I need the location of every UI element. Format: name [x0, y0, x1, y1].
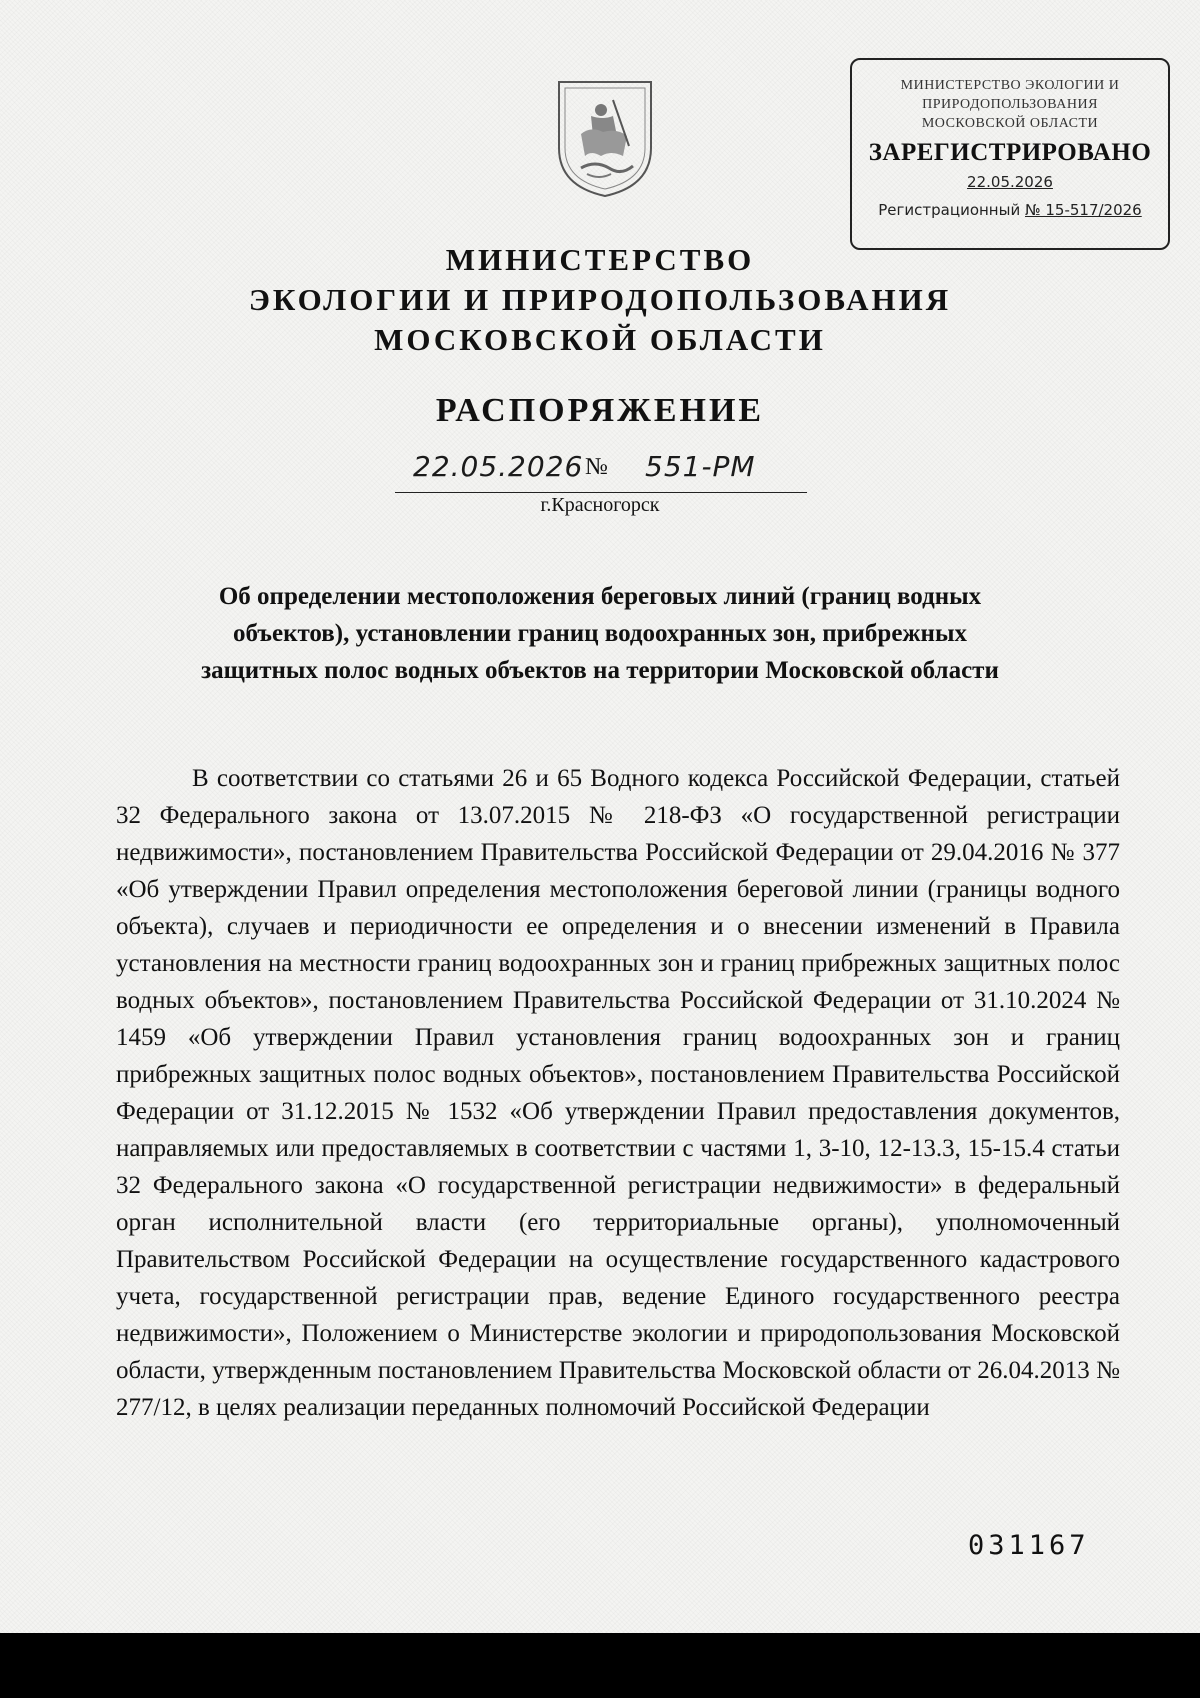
stamp-organization [852, 76, 1168, 133]
stamp-org-line: ПРИРОДОПОЛЬЗОВАНИЯ [922, 97, 1098, 112]
document-subject [150, 578, 1050, 689]
date-number-line [395, 448, 807, 493]
city-name: г.Красногорск [540, 494, 660, 516]
stamp-reg-value: № 15-517/2026 [1025, 201, 1142, 219]
stamp-org-line: МОСКОВСКОЙ ОБЛАСТИ [921, 116, 1099, 131]
ministry-title-line: МОСКОВСКОЙ ОБЛАСТИ [374, 322, 826, 357]
ministry-title [150, 240, 1050, 360]
number-sign: № [585, 454, 608, 480]
stamp-date: 22.05.2026 [967, 173, 1053, 191]
subject-line: Об определении местоположения береговых линий (границ водных [218, 583, 982, 610]
serial-number: 031167 [968, 1530, 1090, 1561]
ministry-title-line: МИНИСТЕРСТВО [445, 242, 755, 277]
body-paragraph: В соответствии со статьями 26 и 65 Водного кодекса Российской Федерации, статьей 32 Федерального закона от 13.07.2015 № 218-ФЗ «О государственной регистрации недвижимости», постановлением Правительства Российской Федерации от 29.04.2016 № 377 «Об утверждении Правил определения местоположения береговой линии (границы водного объекта), случаев и периодичности ее определения и о внесении изменений в Правила установления на местности границ водоохранных зон и границ прибрежных защитных полос водных объектов», постановлением Правительства Российской Федерации от 31.10.2024 № 1459 «Об утверждении Правил установления границ водоохранных зон и границ прибрежных защитных полос водных объектов», постановлением Правительства Российской Федерации от 31.12.2015 № 1532 «Об утверждении Правил предоставления документов, направляемых или предоставляемых в соответствии с частями 1, 3-10, 12-13.3, 15-15.4 статьи 32 Федерального закона «О государственной регистрации недвижимости» в федеральный орган исполнительной власти (его территориальные органы), уполномоченный Правительством Российской Федерации на осуществление государственного кадастрового учета, государственной регистрации прав, ведение Единого государственного реестра недвижимости», Положением о Министерстве экологии и природопользования Московской области, утвержденным постановлением Правительства Московской области от 26.04.2013 № 277/12, в целях реализации переданных полномочий Российской Федерации [116, 765, 1120, 1421]
stamp-org-line: МИНИСТЕРСТВО ЭКОЛОГИИ И [900, 78, 1120, 93]
registration-stamp [850, 58, 1170, 250]
subject-line: объектов), установлении границ водоохранных зон, прибрежных [233, 620, 967, 647]
scan-bottom-border [0, 1633, 1200, 1698]
subject-line: защитных полос водных объектов на территории Московской области [201, 657, 999, 684]
stamp-reg-label: Регистрационный [878, 201, 1021, 219]
ministry-title-line: ЭКОЛОГИИ И ПРИРОДОПОЛЬЗОВАНИЯ [248, 282, 952, 317]
document-type: РАСПОРЯЖЕНИЕ [435, 392, 765, 429]
stamp-registration-number [852, 201, 1168, 219]
handwritten-number: 551-РМ [645, 450, 756, 483]
moscow-region-coat-of-arms-icon [551, 76, 659, 200]
handwritten-date: 22.05.2026 [413, 450, 584, 483]
stamp-status: ЗАРЕГИСТРИРОВАНО [868, 139, 1152, 166]
